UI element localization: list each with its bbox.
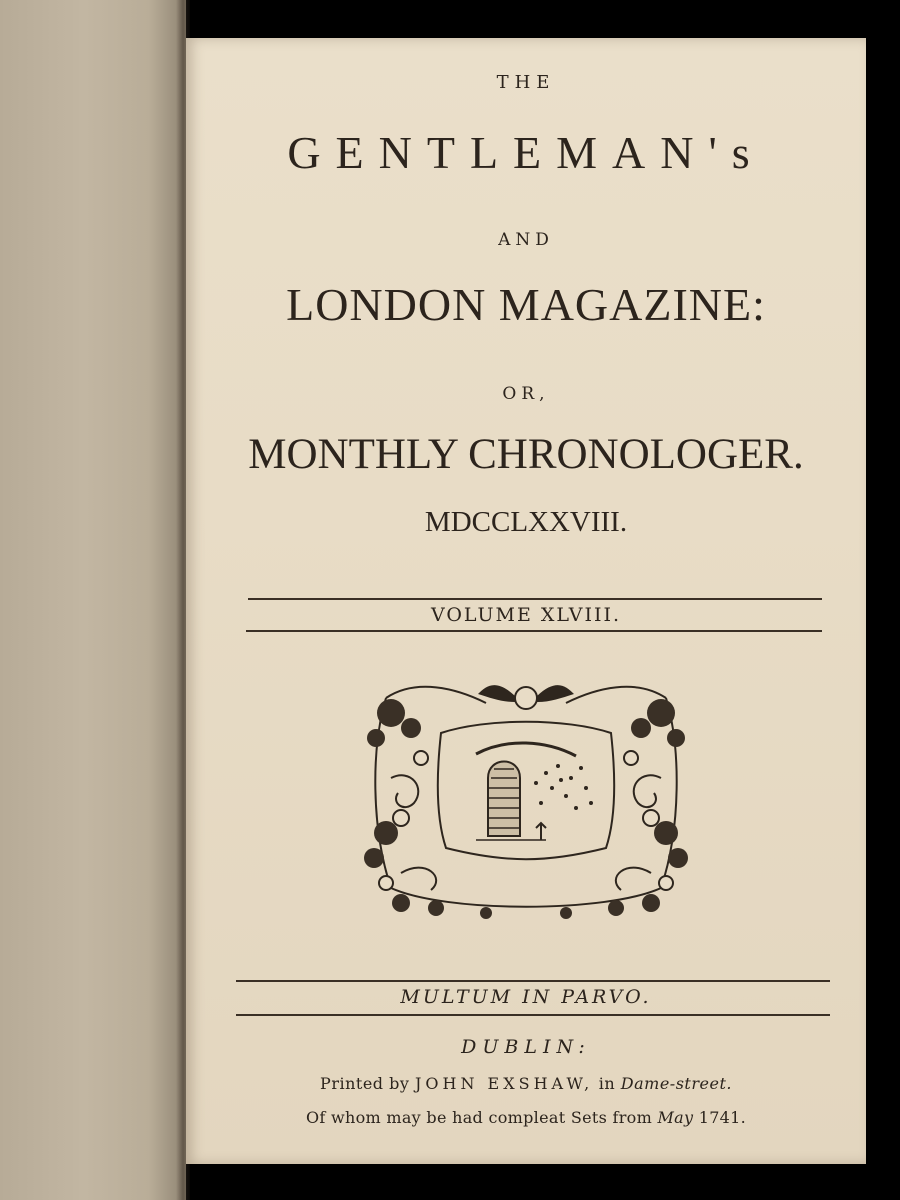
title-year: MDCCLXXVIII. (424, 506, 628, 538)
title-line-or: OR, (502, 384, 550, 404)
motto-rule-top (236, 980, 830, 982)
title-line-the: THE (496, 72, 556, 93)
imprint-in: in (598, 1074, 616, 1093)
sets-year: 1741. (698, 1108, 747, 1127)
title-line-london-magazine: LONDON MAGAZINE: (286, 279, 766, 330)
imprint-street: Dame-street. (620, 1074, 732, 1093)
beehive-woodcut-ornament-icon (186, 658, 866, 928)
imprint-printer-name: JOHN EXSHAW, (414, 1074, 594, 1093)
imprint-sets-line (186, 1108, 866, 1127)
sets-month: May (657, 1108, 694, 1127)
volume-label: VOLUME XLVIII. (430, 604, 622, 626)
imprint-place: DUBLIN: (461, 1036, 591, 1058)
volume-rule-bottom (246, 630, 822, 632)
imprint-printed-by: Printed by (320, 1074, 410, 1093)
sets-text: Of whom may be had compleat Sets from (305, 1108, 653, 1127)
title-line-gentleman: GENTLEMAN's (287, 127, 765, 178)
left-page (0, 0, 186, 1200)
motto: MULTUM IN PARVO. (400, 986, 652, 1008)
imprint-printer-line (186, 1074, 866, 1093)
motto-rule-bottom (236, 1014, 830, 1016)
title-line-and: AND (498, 230, 554, 250)
title-line-monthly-chronologer: MONTHLY CHRONOLOGER. (248, 431, 804, 478)
title-page (186, 38, 866, 1164)
volume-rule-top (248, 598, 822, 600)
